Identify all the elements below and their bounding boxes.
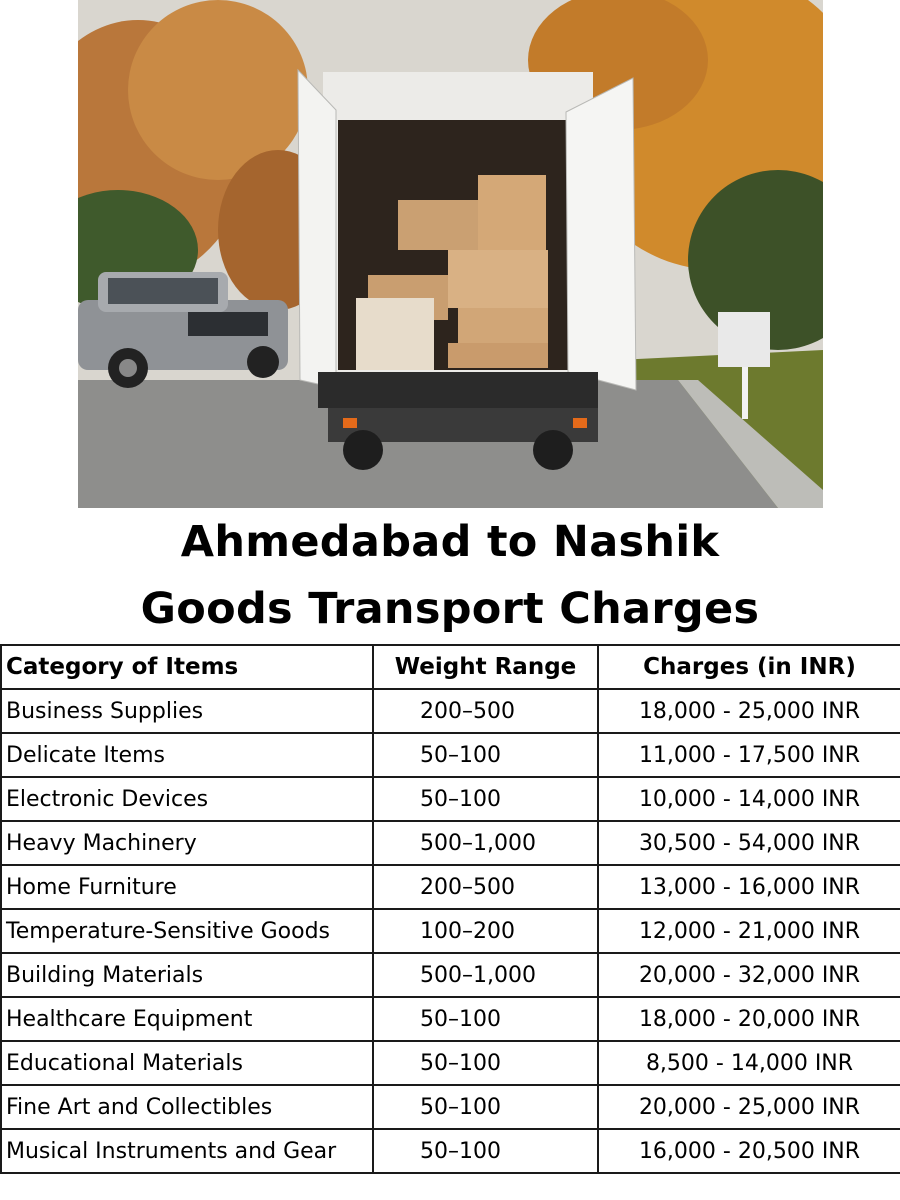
cell-category: Healthcare Equipment xyxy=(1,997,373,1041)
table-row xyxy=(1,821,900,865)
table-row xyxy=(1,997,900,1041)
table-header-row xyxy=(1,645,900,689)
cell-charges: 30,500 - 54,000 INR xyxy=(598,821,900,865)
cell-weight-range: 500–1,000 xyxy=(373,953,598,997)
table-row xyxy=(1,909,900,953)
table-row xyxy=(1,777,900,821)
cell-weight-range: 50–100 xyxy=(373,1085,598,1129)
page-title-line-2: Goods Transport Charges xyxy=(140,584,760,634)
cell-weight-range: 100–200 xyxy=(373,909,598,953)
table-row xyxy=(1,865,900,909)
cell-category: Fine Art and Collectibles xyxy=(1,1085,373,1129)
cell-category: Electronic Devices xyxy=(1,777,373,821)
page-title-line-1: Ahmedabad to Nashik xyxy=(180,517,720,567)
cell-charges: 13,000 - 16,000 INR xyxy=(598,865,900,909)
table-row xyxy=(1,1041,900,1085)
charges-table xyxy=(0,644,900,1174)
table-row xyxy=(1,689,900,733)
table-row xyxy=(1,953,900,997)
cell-category: Temperature-Sensitive Goods xyxy=(1,909,373,953)
table-row xyxy=(1,733,900,777)
cell-charges: 18,000 - 25,000 INR xyxy=(598,689,900,733)
cell-weight-range: 50–100 xyxy=(373,1041,598,1085)
cell-charges: 20,000 - 32,000 INR xyxy=(598,953,900,997)
cell-category: Musical Instruments and Gear xyxy=(1,1129,373,1173)
cell-category: Educational Materials xyxy=(1,1041,373,1085)
cell-category: Home Furniture xyxy=(1,865,373,909)
charges-table-container xyxy=(0,644,900,1200)
cell-charges: 20,000 - 25,000 INR xyxy=(598,1085,900,1129)
cell-category: Business Supplies xyxy=(1,689,373,733)
cell-weight-range: 200–500 xyxy=(373,689,598,733)
header-category: Category of Items xyxy=(1,645,373,689)
table-row xyxy=(1,1129,900,1173)
cell-charges: 8,500 - 14,000 INR xyxy=(598,1041,900,1085)
cell-category: Building Materials xyxy=(1,953,373,997)
header-charges: Charges (in INR) xyxy=(598,645,900,689)
cell-category: Delicate Items xyxy=(1,733,373,777)
table-row xyxy=(1,1085,900,1129)
cell-charges: 11,000 - 17,500 INR xyxy=(598,733,900,777)
moving-truck-photo xyxy=(78,0,823,508)
cell-weight-range: 50–100 xyxy=(373,777,598,821)
header-weight-range: Weight Range xyxy=(373,645,598,689)
cell-charges: 10,000 - 14,000 INR xyxy=(598,777,900,821)
cell-weight-range: 50–100 xyxy=(373,997,598,1041)
cell-weight-range: 200–500 xyxy=(373,865,598,909)
cell-weight-range: 500–1,000 xyxy=(373,821,598,865)
cell-charges: 12,000 - 21,000 INR xyxy=(598,909,900,953)
cell-charges: 16,000 - 20,500 INR xyxy=(598,1129,900,1173)
cell-category: Heavy Machinery xyxy=(1,821,373,865)
cell-weight-range: 50–100 xyxy=(373,1129,598,1173)
cell-weight-range: 50–100 xyxy=(373,733,598,777)
cell-charges: 18,000 - 20,000 INR xyxy=(598,997,900,1041)
